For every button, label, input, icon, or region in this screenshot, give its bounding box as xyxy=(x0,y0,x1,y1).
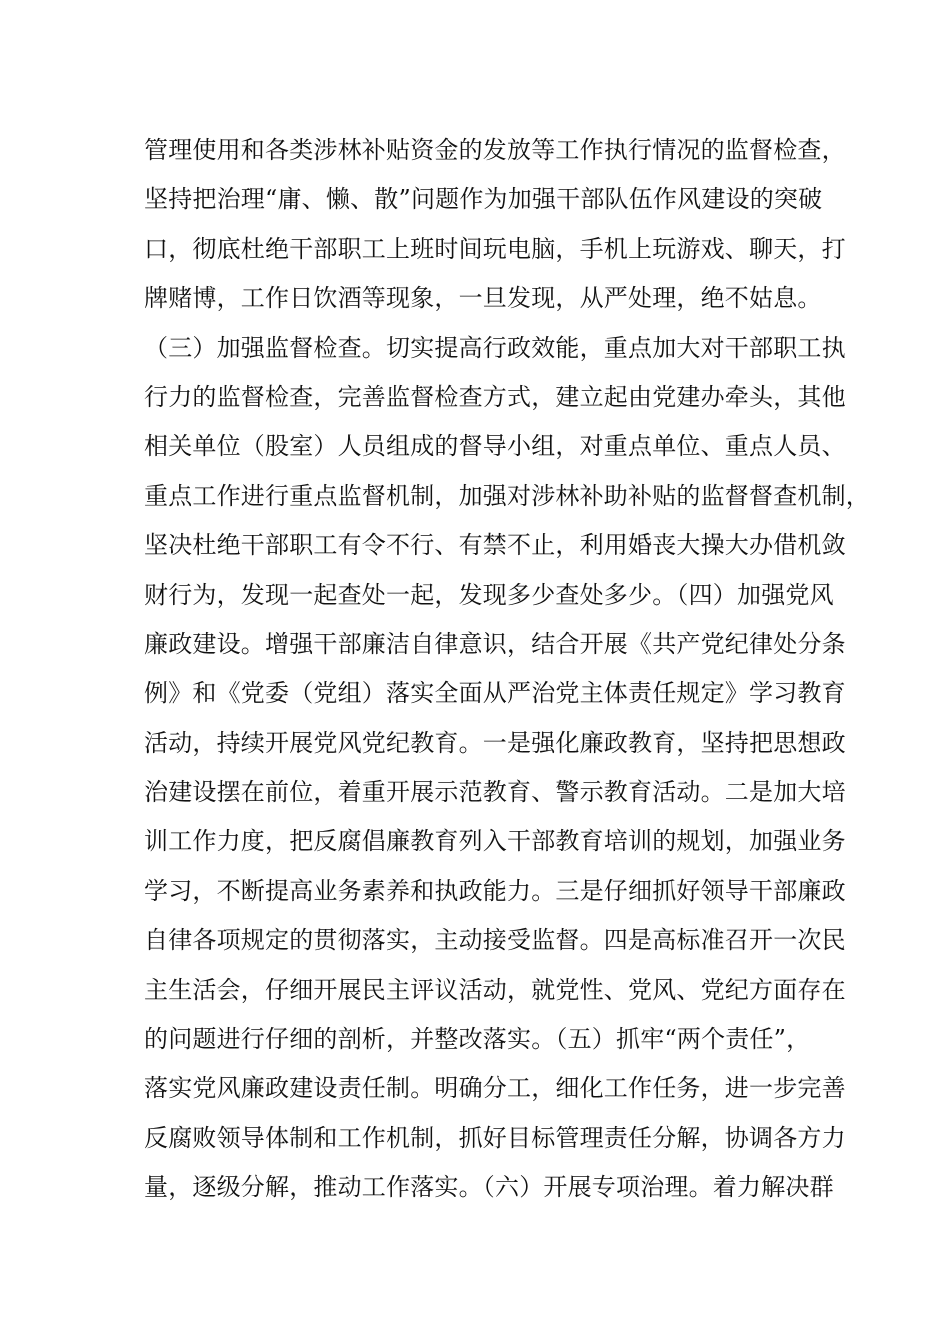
body-text xyxy=(144,126,870,1213)
text-line: 廉政建设。增强干部廉洁自律意识，结合开展《共产党纪律处分条 xyxy=(144,629,846,658)
text-line: 主生活会，仔细开展民主评议活动，就党性、党风、党纪方面存在 xyxy=(144,975,846,1004)
text-line: 坚持把治理“庸、懒、散”问题作为加强干部队伍作风建设的突破 xyxy=(144,185,823,214)
text-line: 行力的监督检查，完善监督检查方式，建立起由党建办牵头，其他 xyxy=(144,382,846,411)
text-line: 例》和《党委（党组）落实全面从严治党主体责任规定》学习教育 xyxy=(144,679,846,708)
text-line: 活动，持续开展党风党纪教育。一是强化廉政教育，坚持把思想政 xyxy=(144,728,846,757)
text-line: 学习，不断提高业务素养和执政能力。三是仔细抓好领导干部廉政 xyxy=(144,876,846,905)
text-line: 相关单位（股室）人员组成的督导小组，对重点单位、重点人员、 xyxy=(144,432,846,461)
text-line: 口，彻底杜绝干部职工上班时间玩电脑，手机上玩游戏、聊天，打 xyxy=(144,234,846,263)
text-line: 量，逐级分解，推动工作落实。（六）开展专项治理。着力解决群 xyxy=(144,1173,834,1202)
text-line: （三）加强监督检查。切实提高行政效能，重点加大对干部职工执 xyxy=(144,333,846,362)
text-line: 重点工作进行重点监督机制，加强对涉林补助补贴的监督督查机制， xyxy=(144,481,870,510)
text-line: 管理使用和各类涉林补贴资金的发放等工作执行情况的监督检查， xyxy=(144,136,846,164)
text-line: 财行为，发现一起查处一起，发现多少查处多少。（四）加强党风 xyxy=(144,580,834,609)
text-line: 的问题进行仔细的剖析，并整改落实。（五）抓牢“两个责任”， xyxy=(144,1025,811,1054)
text-line: 治建设摆在前位，着重开展示范教育、警示教育活动。二是加大培 xyxy=(144,778,846,807)
text-line: 自律各项规定的贯彻落实，主动接受监督。四是高标准召开一次民 xyxy=(144,926,846,955)
text-line: 坚决杜绝干部职工有令不行、有禁不止，利用婚丧大操大办借机敛 xyxy=(144,531,846,560)
text-line: 牌赌博，工作日饮酒等现象，一旦发现，从严处理，绝不姑息。 xyxy=(144,284,822,313)
text-line: 反腐败领导体制和工作机制，抓好目标管理责任分解，协调各方力 xyxy=(144,1123,846,1152)
text-line: 训工作力度，把反腐倡廉教育列入干部教育培训的规划，加强业务 xyxy=(144,827,846,856)
text-line: 落实党风廉政建设责任制。明确分工，细化工作任务，进一步完善 xyxy=(144,1074,846,1103)
